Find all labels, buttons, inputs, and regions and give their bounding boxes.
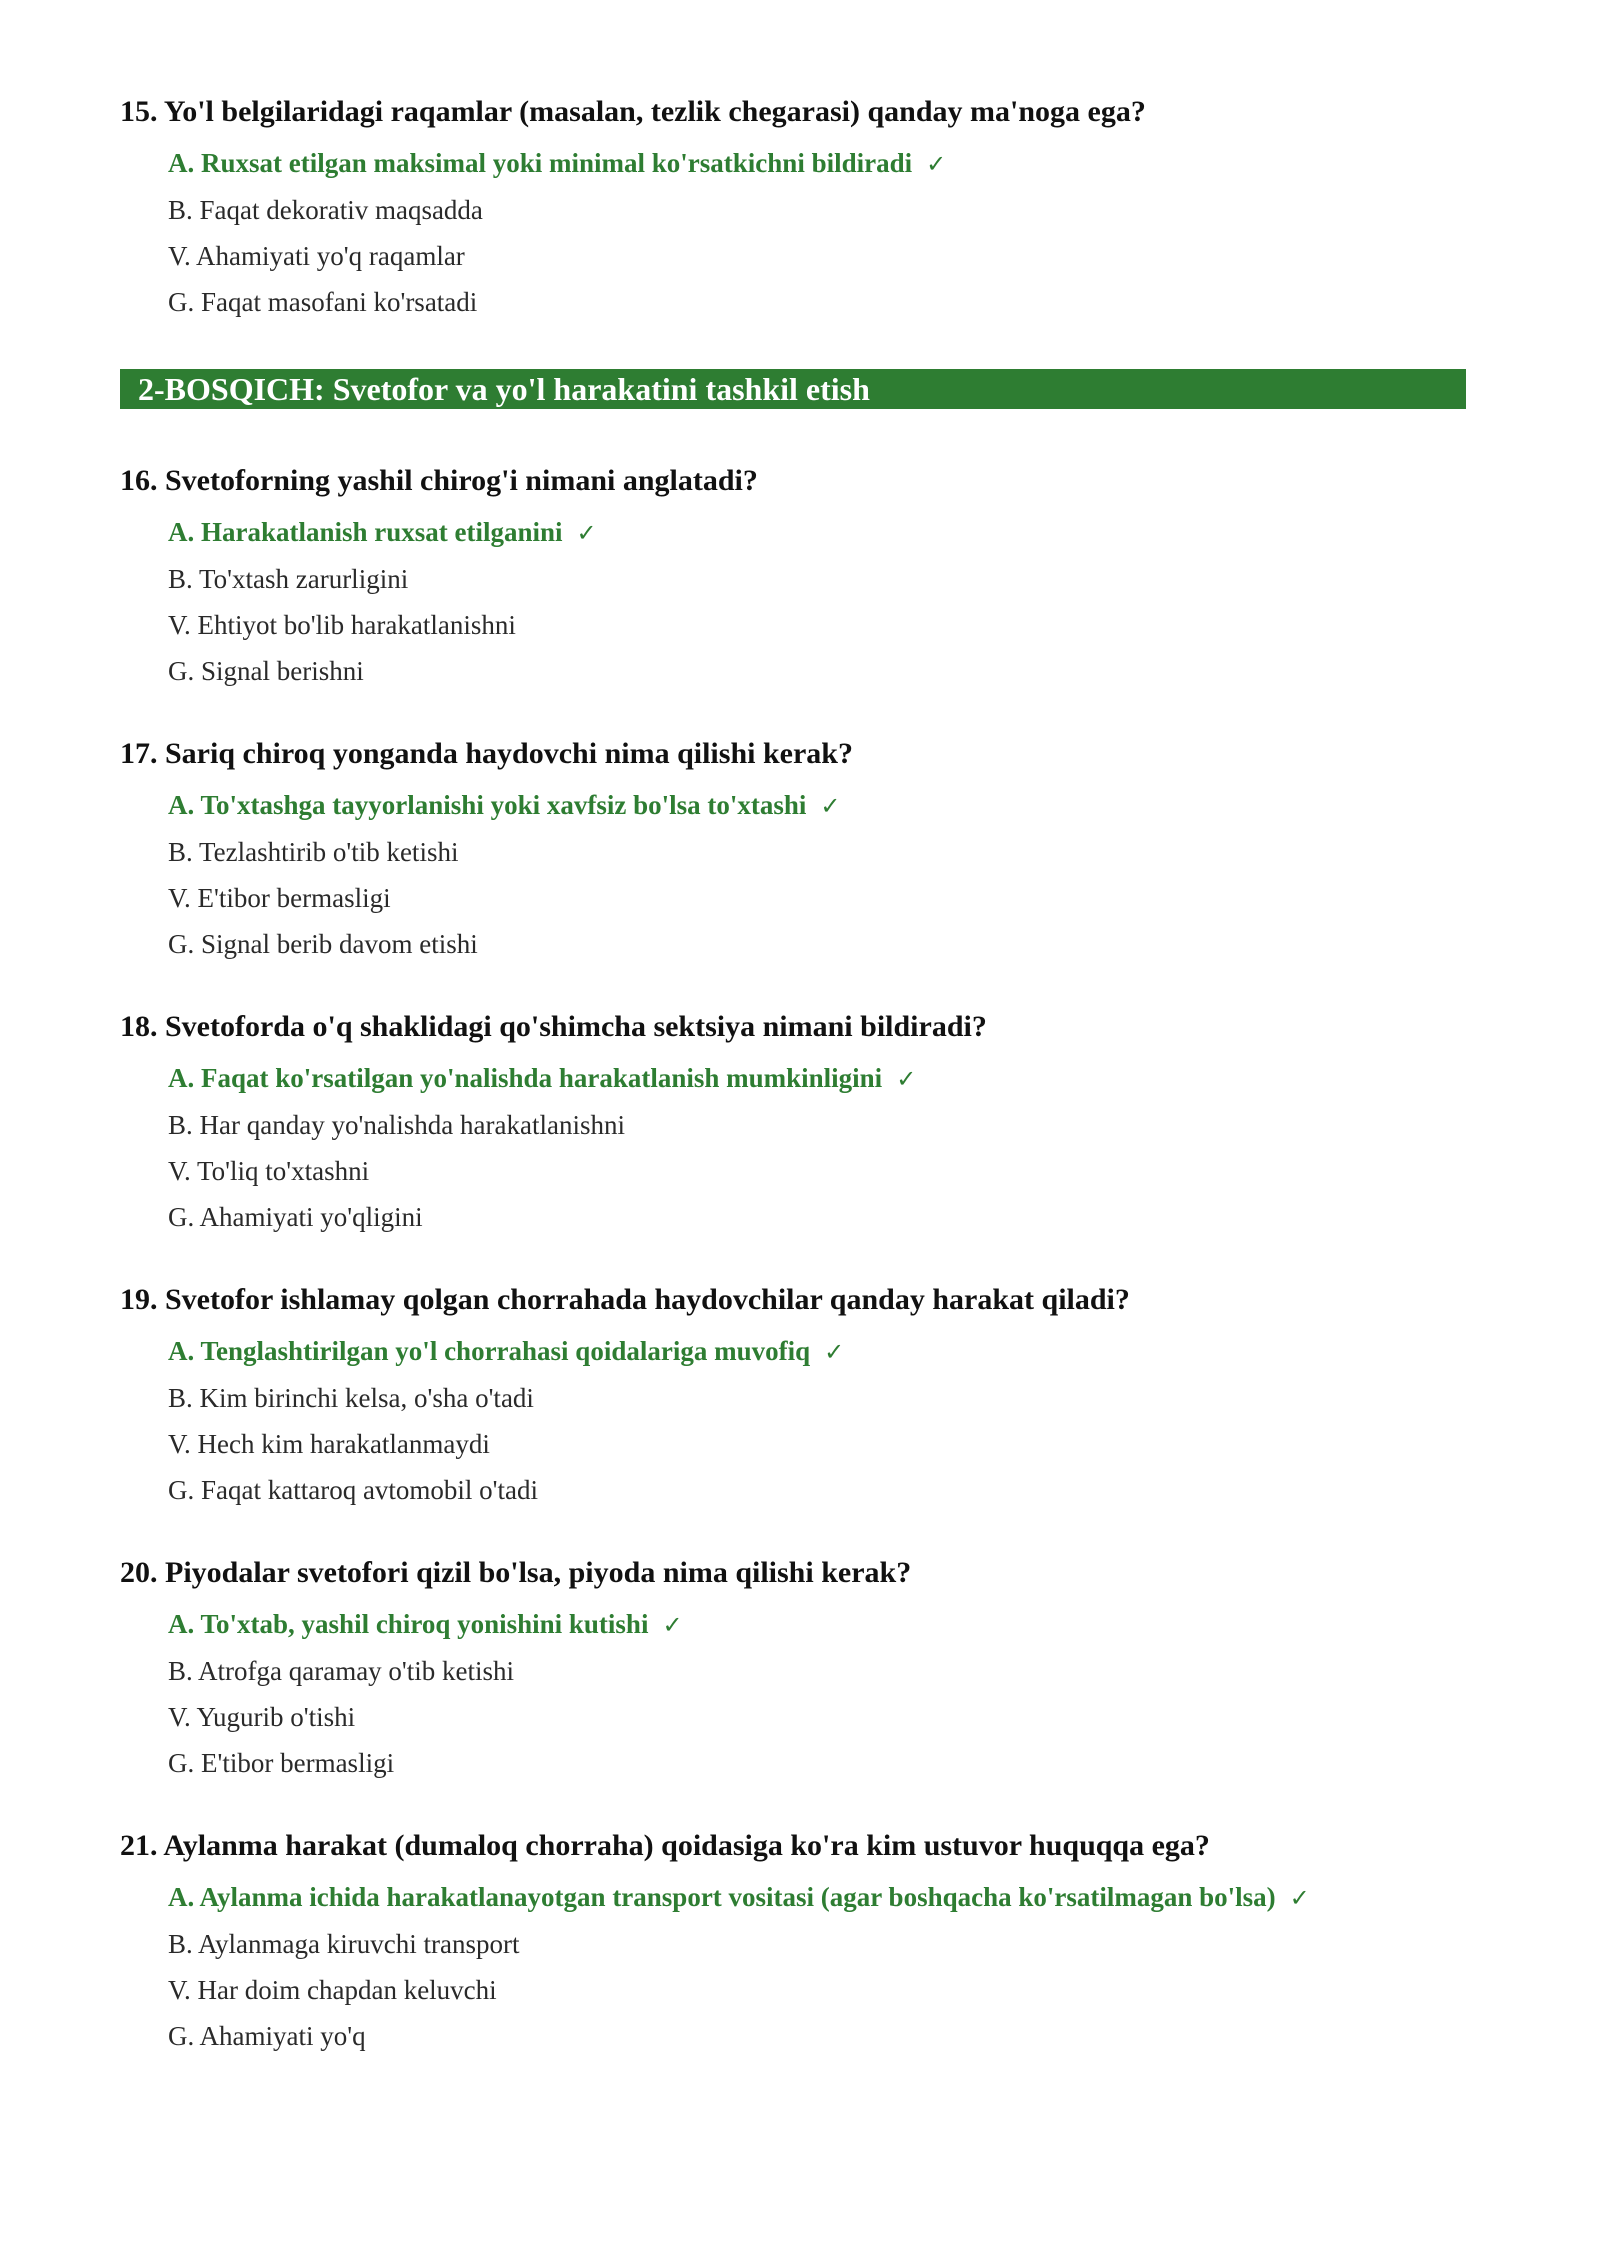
option: B. Atrofga qaramay o'tib ketishi [168,1656,515,1686]
option: B. Kim birinchi kelsa, o'sha o'tadi [168,1383,534,1413]
option: G. E'tibor bermasligi [168,1748,395,1778]
option: B. Tezlashtirib o'tib ketishi [168,837,459,867]
question-title: 20. Piyodalar svetofori qizil bo'lsa, piyoda nima qilishi kerak? [120,1556,912,1589]
check-icon: ✓ [896,1065,917,1093]
question-title: 21. Aylanma harakat (dumaloq chorraha) qoidasiga ko'ra kim ustuvor huquqqa ega? [120,1829,1210,1862]
question-15 [120,92,1466,325]
quiz-page [120,92,1466,2099]
option: G. Ahamiyati yo'qligini [168,1202,423,1232]
option-correct [120,140,1466,187]
option-text: A. Ruxsat etilgan maksimal yoki minimal ko'rsatkichni bildiradi [168,148,913,178]
option: B. To'xtash zarurligini [168,564,409,594]
option-correct [120,509,1466,556]
option: B. Aylanmaga kiruvchi transport [168,1929,520,1959]
option-text: A. Faqat ko'rsatilgan yo'nalishda harakatlanish mumkinligini [168,1063,883,1093]
option: V. Ahamiyati yo'q raqamlar [168,241,465,271]
question-title: 16. Svetoforning yashil chirog'i nimani anglatadi? [120,464,758,497]
option: V. Har doim chapdan keluvchi [168,1975,497,2005]
question-title: 18. Svetoforda o'q shaklidagi qo'shimcha sektsiya nimani bildiradi? [120,1010,987,1043]
option-text: A. Tenglashtirilgan yo'l chorrahasi qoidalariga muvofiq [168,1336,811,1366]
question-21 [120,1826,1466,2059]
question-title: 19. Svetofor ishlamay qolgan chorrahada haydovchilar qanday harakat qiladi? [120,1283,1130,1316]
question-title: 17. Sariq chiroq yonganda haydovchi nima qilishi kerak? [120,737,853,770]
question-16 [120,461,1466,694]
option: G. Signal berishni [168,656,364,686]
option: G. Faqat masofani ko'rsatadi [168,287,478,317]
check-icon: ✓ [824,1338,845,1366]
check-icon: ✓ [820,792,841,820]
option-correct [120,1874,1466,1921]
option: V. Ehtiyot bo'lib harakatlanishni [168,610,516,640]
question-20 [120,1553,1466,1786]
option: G. Ahamiyati yo'q [168,2021,366,2051]
question-19 [120,1280,1466,1513]
option-correct [120,1328,1466,1375]
option: V. E'tibor bermasligi [168,883,391,913]
option-text: A. To'xtab, yashil chiroq yonishini kutishi [168,1609,649,1639]
check-icon: ✓ [662,1611,683,1639]
option-correct [120,1055,1466,1102]
check-icon: ✓ [1289,1884,1310,1912]
option: V. Yugurib o'tishi [168,1702,356,1732]
option: V. Hech kim harakatlanmaydi [168,1429,490,1459]
question-17 [120,734,1466,967]
check-icon: ✓ [576,519,597,547]
section-header: 2-BOSQICH: Svetofor va yo'l harakatini tashkil etish [120,369,1466,409]
option: G. Faqat kattaroq avtomobil o'tadi [168,1475,539,1505]
option-correct [120,1601,1466,1648]
option: G. Signal berib davom etishi [168,929,478,959]
option: B. Faqat dekorativ maqsadda [168,195,483,225]
option: B. Har qanday yo'nalishda harakatlanishni [168,1110,625,1140]
option-text: A. Aylanma ichida harakatlanayotgan transport vositasi (agar boshqacha ko'rsatilmagan bo'lsa) [168,1882,1276,1912]
option-correct [120,782,1466,829]
question-18 [120,1007,1466,1240]
option: V. To'liq to'xtashni [168,1156,370,1186]
option-text: A. To'xtashga tayyorlanishi yoki xavfsiz bo'lsa to'xtashi [168,790,807,820]
check-icon: ✓ [926,150,947,178]
question-title: 15. Yo'l belgilaridagi raqamlar (masalan, tezlik chegarasi) qanday ma'noga ega? [120,95,1146,128]
option-text: A. Harakatlanish ruxsat etilganini [168,517,563,547]
